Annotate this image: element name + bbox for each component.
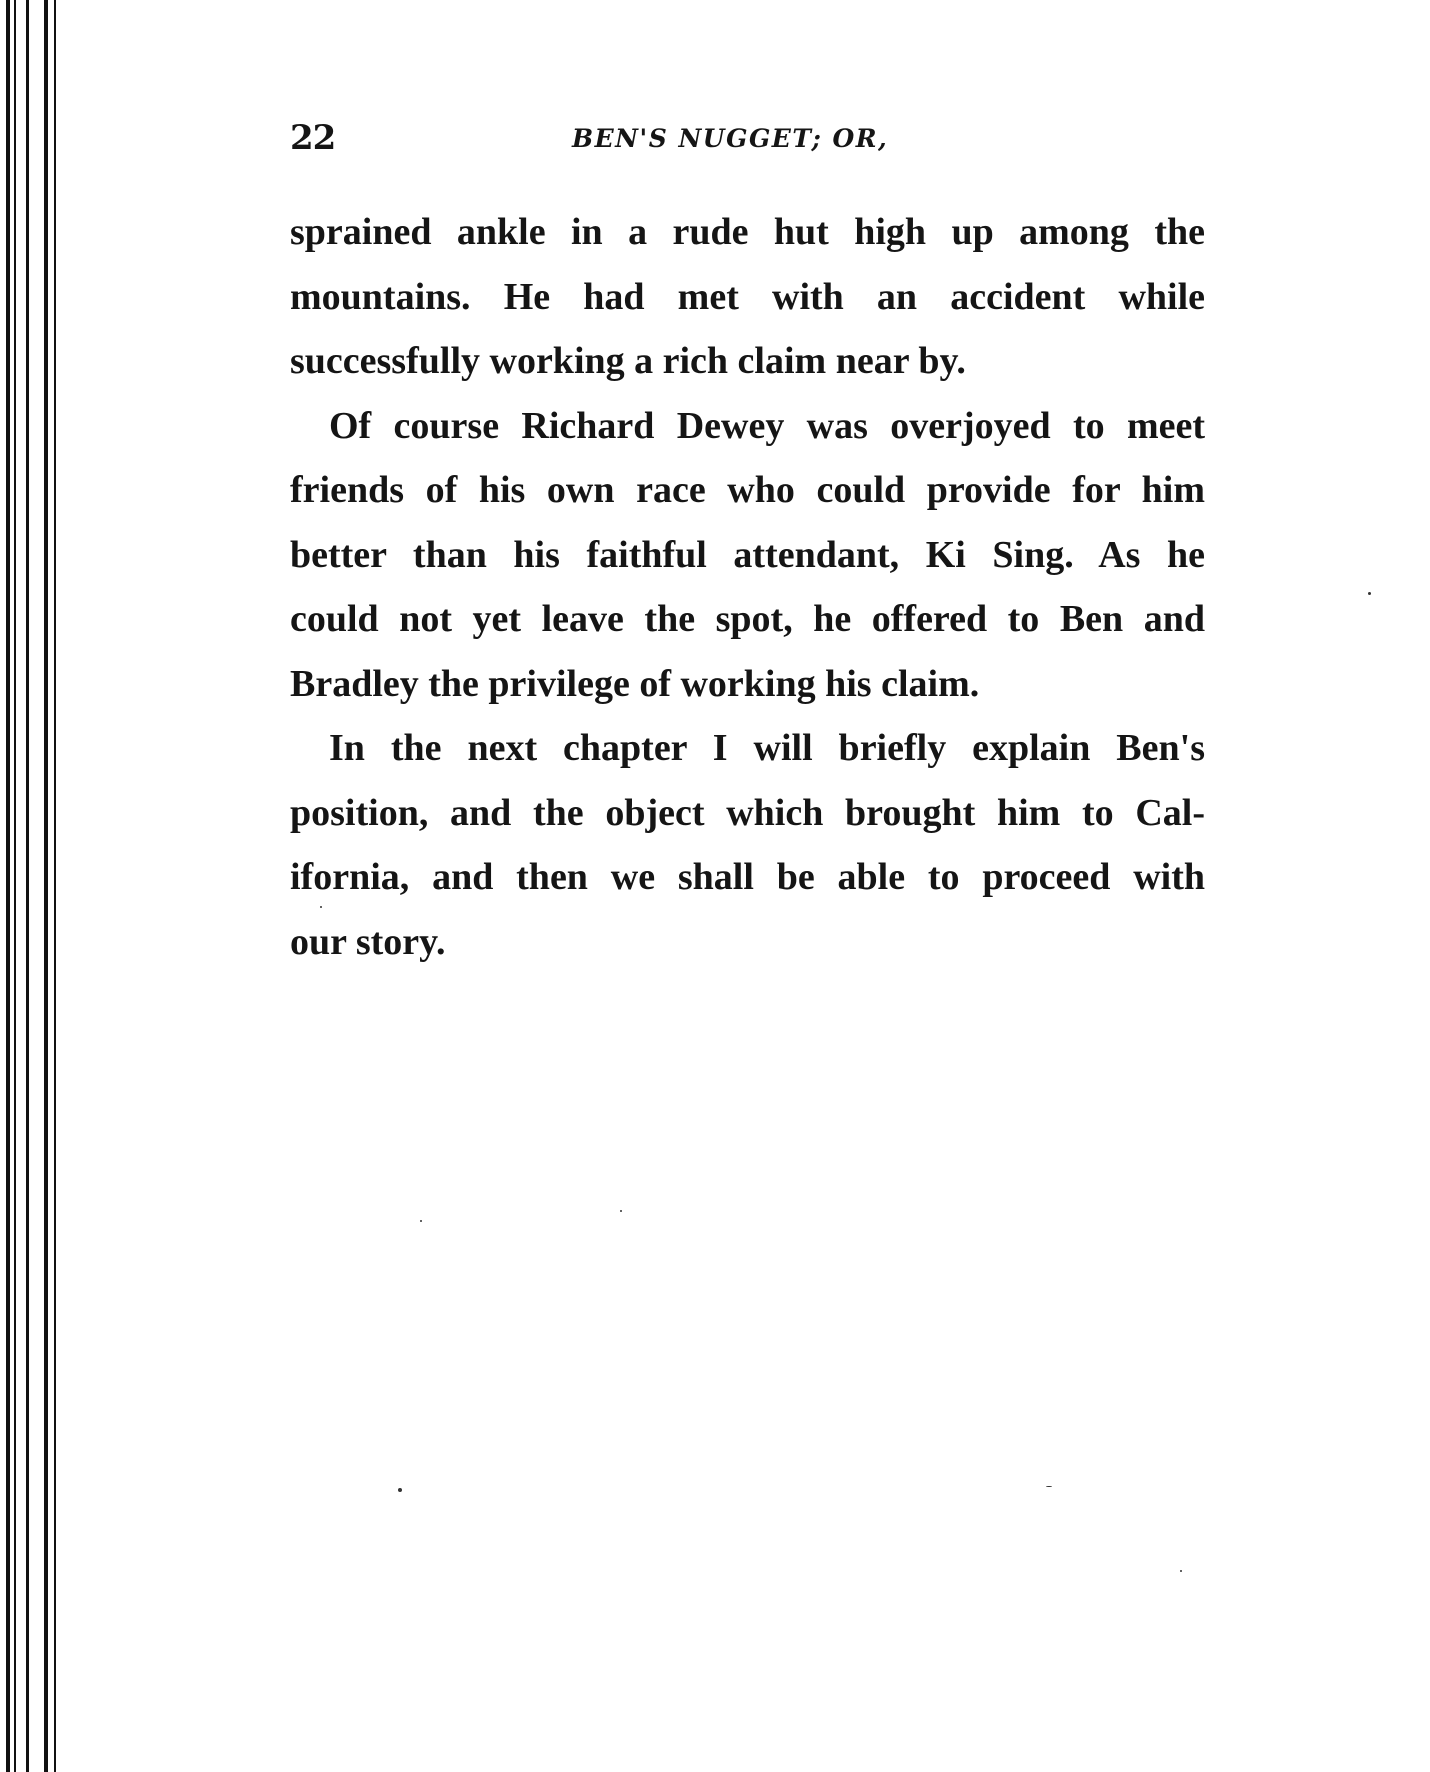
body-text bbox=[290, 200, 1205, 974]
binding-edge bbox=[14, 0, 16, 1772]
scan-speck bbox=[620, 1210, 622, 1212]
text-line: ifornia, and then we shall be able to proceed with bbox=[290, 856, 1205, 898]
paragraph-3 bbox=[290, 716, 1205, 974]
text-line: successfully working a rich claim near by. bbox=[290, 340, 966, 382]
text-line: could not yet leave the spot, he offered to Ben and bbox=[290, 598, 1205, 640]
text-line: friends of his own race who could provide for him bbox=[290, 469, 1205, 511]
scan-speck bbox=[320, 906, 322, 908]
binding-edge bbox=[54, 0, 56, 1772]
text-line: In the next chapter I will briefly explain Ben's bbox=[329, 727, 1205, 769]
scan-speck bbox=[420, 1220, 422, 1222]
text-line: Of course Richard Dewey was overjoyed to meet bbox=[329, 404, 1205, 447]
binding-edge bbox=[6, 0, 10, 1772]
text-line: position, and the object which brought him to Cal- bbox=[290, 791, 1205, 834]
running-head-title: BEN'S NUGGET; OR, bbox=[572, 124, 889, 153]
text-line: our story. bbox=[290, 920, 446, 963]
text-line: Bradley the privilege of working his claim. bbox=[290, 662, 980, 705]
text-line: mountains. He had met with an accident while bbox=[290, 275, 1205, 318]
text-line: better than his faithful attendant, Ki Sing. As he bbox=[290, 533, 1205, 576]
scan-speck bbox=[1180, 1570, 1182, 1572]
binding-edge bbox=[44, 0, 48, 1772]
scan-speck bbox=[1046, 1486, 1052, 1487]
page-number: 22 bbox=[290, 118, 336, 158]
scan-speck bbox=[398, 1488, 402, 1492]
scan-speck bbox=[1368, 592, 1371, 595]
binding-edge bbox=[26, 0, 29, 1772]
paragraph-1 bbox=[290, 200, 1205, 394]
paragraph-2 bbox=[290, 394, 1205, 717]
running-head bbox=[290, 118, 1210, 168]
text-line: sprained ankle in a rude hut high up among the bbox=[290, 211, 1205, 253]
